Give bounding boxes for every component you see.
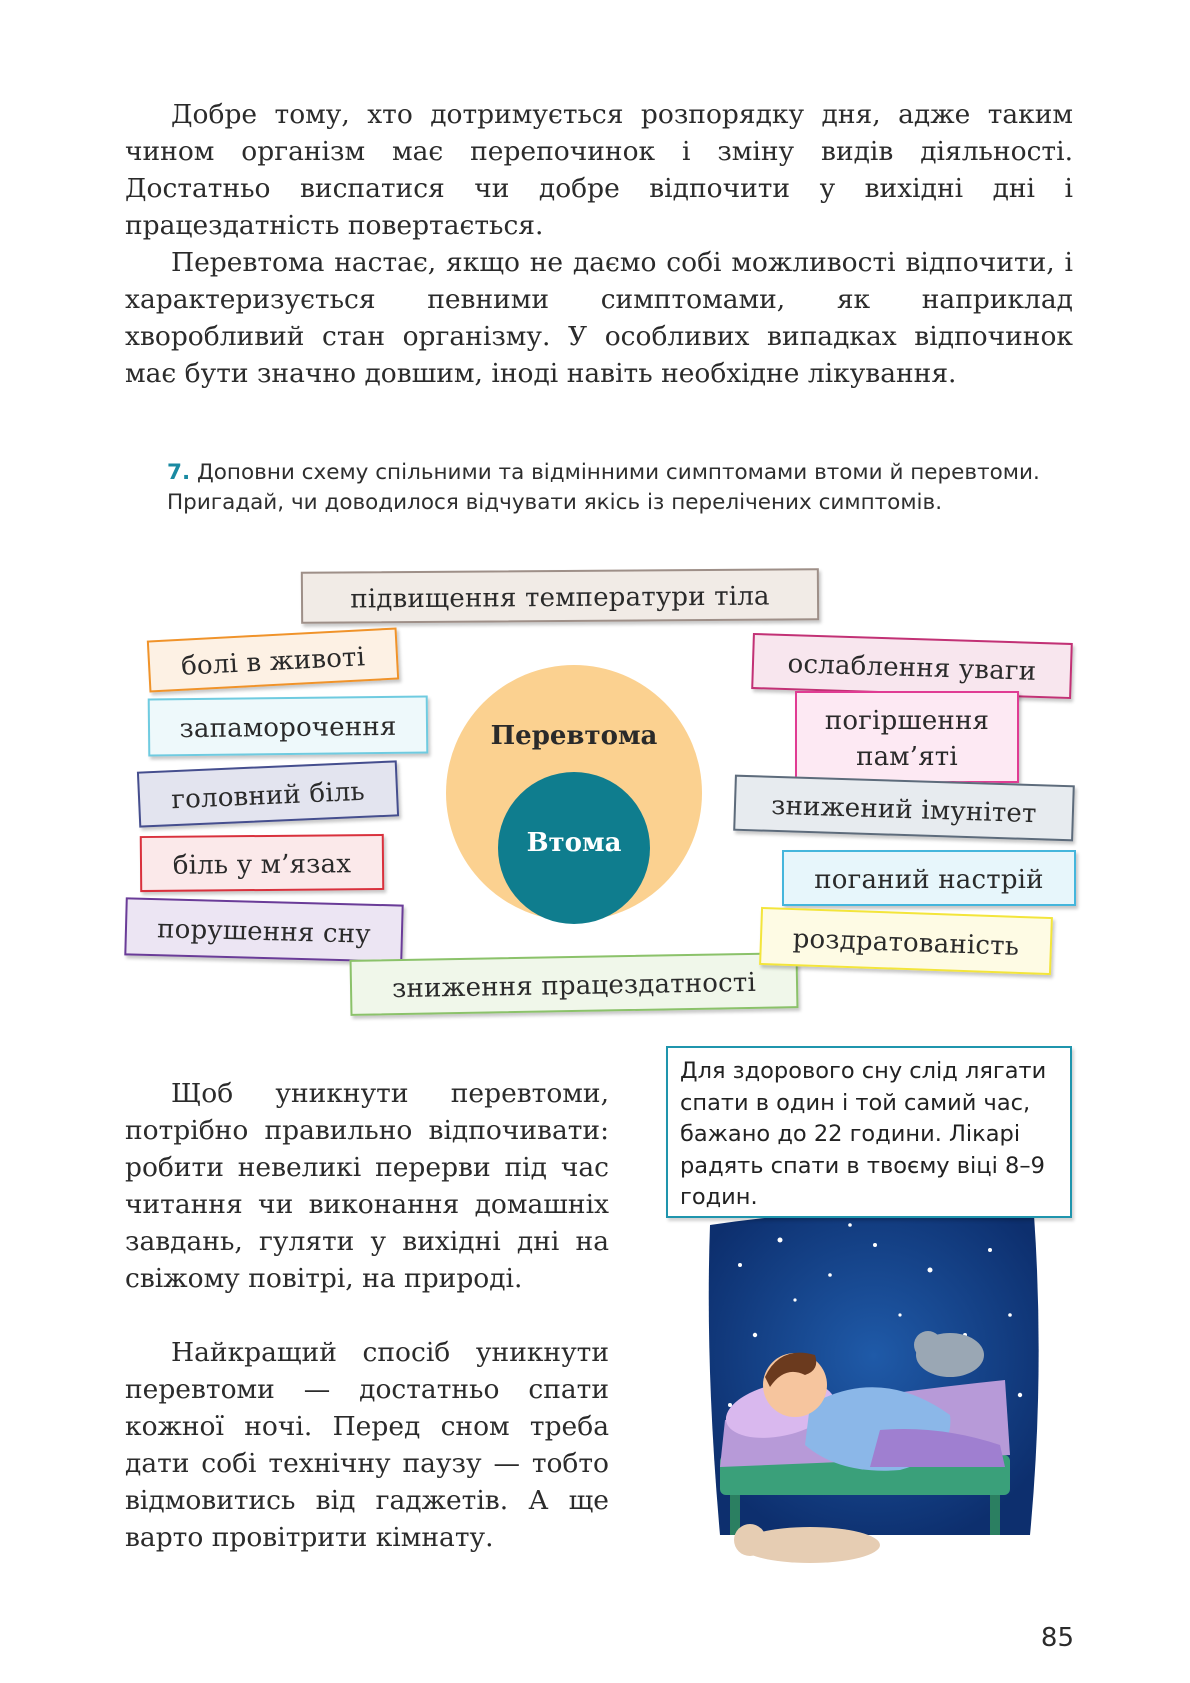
symptom-irritability: роздратованість xyxy=(759,907,1053,975)
overfatigue-label: Перевтома xyxy=(490,721,658,751)
paragraph-best-way: Найкращий спосіб уникнути перевтоми — достатньо спати кожної ночі. Перед сном треба дати собі технічну паузу — тобто відмовитись від гаджетів. А ще варто провітрити кімнату. xyxy=(125,1337,609,1553)
page-number: 85 xyxy=(1040,1623,1074,1653)
sleep-tip-box: Для здорового сну слід лягати спати в один і той самий час, бажано до 22 години. Лікарі радять спати в твоєму віці 8–9 годин. xyxy=(666,1046,1072,1218)
task-7 xyxy=(167,458,1077,518)
task-number: 7. xyxy=(167,460,191,485)
paragraph-daily-routine: Добре тому, хто дотримується розпорядку дня, адже таким чином організм має перепочинок і зміну видів діяльності. Достатньо виспатися чи добре відпочити у вихідні дні і працездатність повертається. xyxy=(125,99,1073,241)
paragraph-avoid-overfatigue: Щоб уникнути перевтоми, потрібно правильно відпочивати: робити невеликі перерви під час читання чи виконання домашніх завдань, гуляти у вихідні дні на свіжому повітрі, на природі. xyxy=(125,1078,609,1294)
symptom-weak-attention: ослаблення уваги xyxy=(751,633,1073,699)
symptom-fever: підвищення температури тіла xyxy=(301,568,819,624)
task-text: Доповни схему спільними та відмінними симптомами втоми й перевтоми. Пригадай, чи доводилося відчувати якісь із перелічених симптомів. xyxy=(167,460,1040,515)
symptom-bad-mood: поганий настрій xyxy=(782,850,1076,906)
symptom-sleep-disorder: порушення сну xyxy=(124,897,403,962)
symptom-reduced-work-capacity: зниження працездатності xyxy=(350,952,799,1016)
symptom-stomach-pain: болі в животі xyxy=(147,627,399,692)
symptom-weak-immunity: знижений імунітет xyxy=(733,775,1075,842)
paragraph-overfatigue: Перевтома настає, якщо не даємо собі можливості відпочити, і характеризується певними симптомами, як наприклад хворобливий стан організму. У особливих випадках відпочинок має бути значно довшим, іноді навіть необхідне лікування. xyxy=(125,247,1073,389)
fatigue-label: Втома xyxy=(526,828,622,858)
symptom-dizziness: запаморочення xyxy=(148,696,429,757)
symptoms-diagram xyxy=(0,560,1190,1030)
symptom-muscle-pain: біль у м’язах xyxy=(140,834,384,892)
sleeping-boy-illustration xyxy=(700,1205,1044,1585)
symptom-memory-decline: погіршення пам’яті xyxy=(795,691,1019,783)
symptom-headache: головний біль xyxy=(137,760,399,827)
